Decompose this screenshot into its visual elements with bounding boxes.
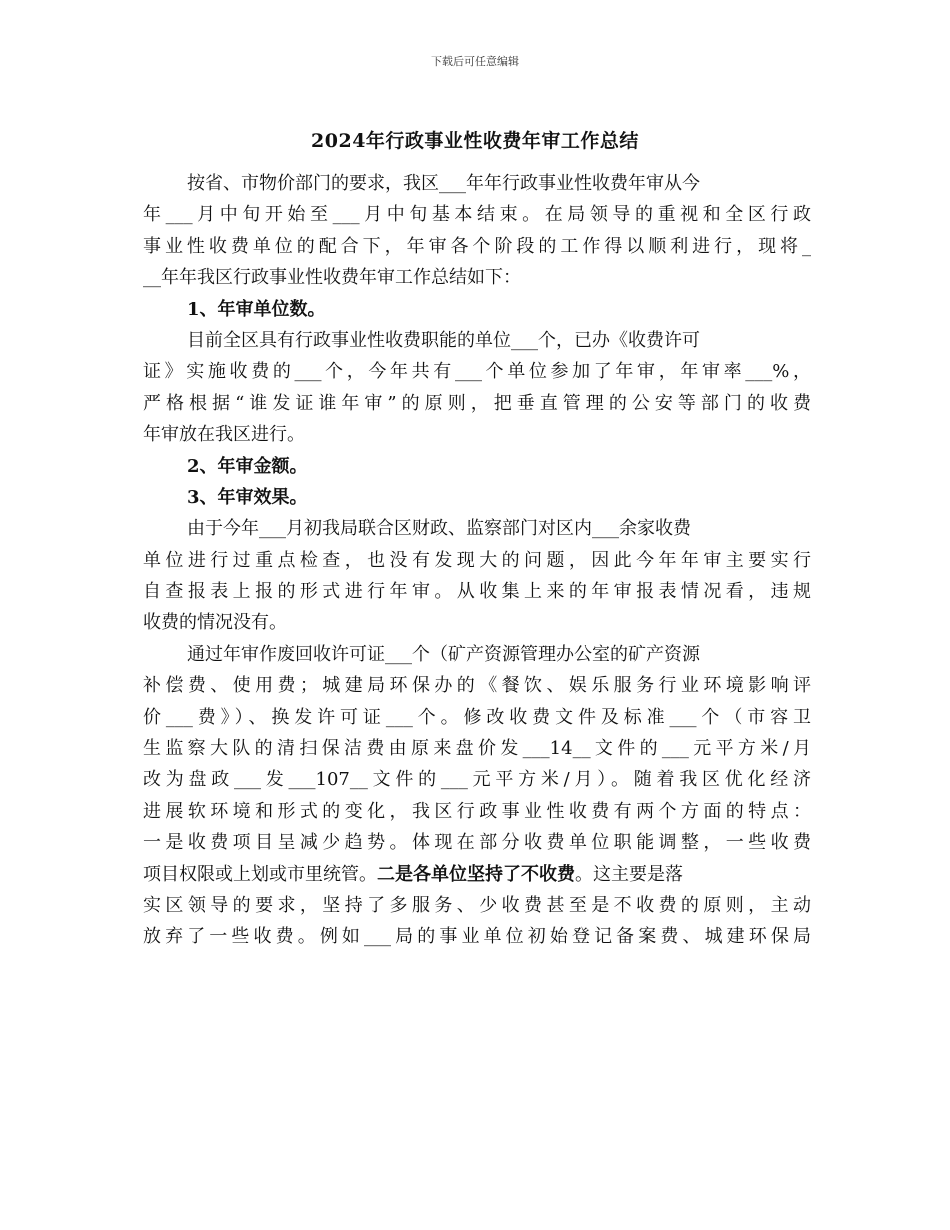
bold-emphasis: 二是各单位坚持了不收费	[377, 863, 575, 885]
paragraph-line: 放弃了一些收费。例如___局的事业单位初始登记备案费、城建环保局	[143, 926, 811, 948]
paragraph-line: 年审放在我区进行。	[143, 424, 305, 446]
paragraph-line: 进展软环境和形式的变化，我区行政事业性收费有两个方面的特点：	[143, 800, 811, 822]
paragraph-line: 通过年审作废回收许可证___个（矿产资源管理办公室的矿产资源	[187, 643, 700, 665]
section-heading: 1、年审单位数。	[187, 298, 326, 320]
paragraph-line: 收费的情况没有。	[143, 612, 287, 634]
paragraph-line: 补偿费、使用费；城建局环保办的《餐饮、娱乐服务行业环境影响评	[143, 675, 811, 697]
paragraph-line: 实区领导的要求，坚持了多服务、少收费甚至是不收费的原则，主动	[143, 894, 811, 916]
document-title: 2024年行政事业性收费年审工作总结	[311, 130, 639, 152]
paragraph-line: 证》实施收费的___个，今年共有___个单位参加了年审，年审率___%，	[143, 361, 811, 383]
paragraph-line: 一是收费项目呈减少趋势。体现在部分收费单位职能调整，一些收费	[143, 832, 811, 854]
paragraph-line	[143, 859, 811, 890]
paragraph-line: 改为盘政___发___107__文件的___元平方米/月）。随着我区优化经济	[143, 769, 811, 791]
page-header-note: 下载后可任意编辑	[431, 55, 519, 68]
paragraph-line: __年年我区行政事业性收费年审工作总结如下：	[143, 267, 521, 289]
paragraph-line: 目前全区具有行政事业性收费职能的单位___个，已办《收费许可	[187, 329, 700, 351]
section-heading: 2、年审金额。	[187, 455, 308, 477]
paragraph-line: 由于今年___月初我局联合区财政、监察部门对区内___余家收费	[187, 518, 691, 540]
paragraph-line: 按省、市物价部门的要求，我区___年年行政事业性收费年审从今	[187, 173, 700, 194]
paragraph-line: 生监察大队的清扫保洁费由原来盘价发___14__文件的___元平方米/月	[143, 738, 811, 760]
section-heading: 3、年审效果。	[187, 486, 308, 508]
inline-text: 。这主要是落	[575, 863, 683, 885]
paragraph-line: 单位进行过重点检查，也没有发现大的问题，因此今年年审主要实行	[143, 549, 811, 571]
paragraph-line: 年___月中旬开始至___月中旬基本结束。在局领导的重视和全区行政	[143, 204, 811, 226]
paragraph-line: 自查报表上报的形式进行年审。从收集上来的年审报表情况看，违规	[143, 581, 811, 603]
paragraph-line: 价___费》）、换发许可证___个。修改收费文件及标准___个（市容卫	[143, 706, 811, 728]
paragraph-line: 严格根据“谁发证谁年审”的原则，把垂直管理的公安等部门的收费	[143, 392, 811, 414]
document-body	[143, 168, 811, 953]
paragraph-line: 事业性收费单位的配合下，年审各个阶段的工作得以顺利进行，现将_	[143, 235, 811, 257]
inline-text: 项目权限或上划或市里统管。	[143, 863, 377, 885]
